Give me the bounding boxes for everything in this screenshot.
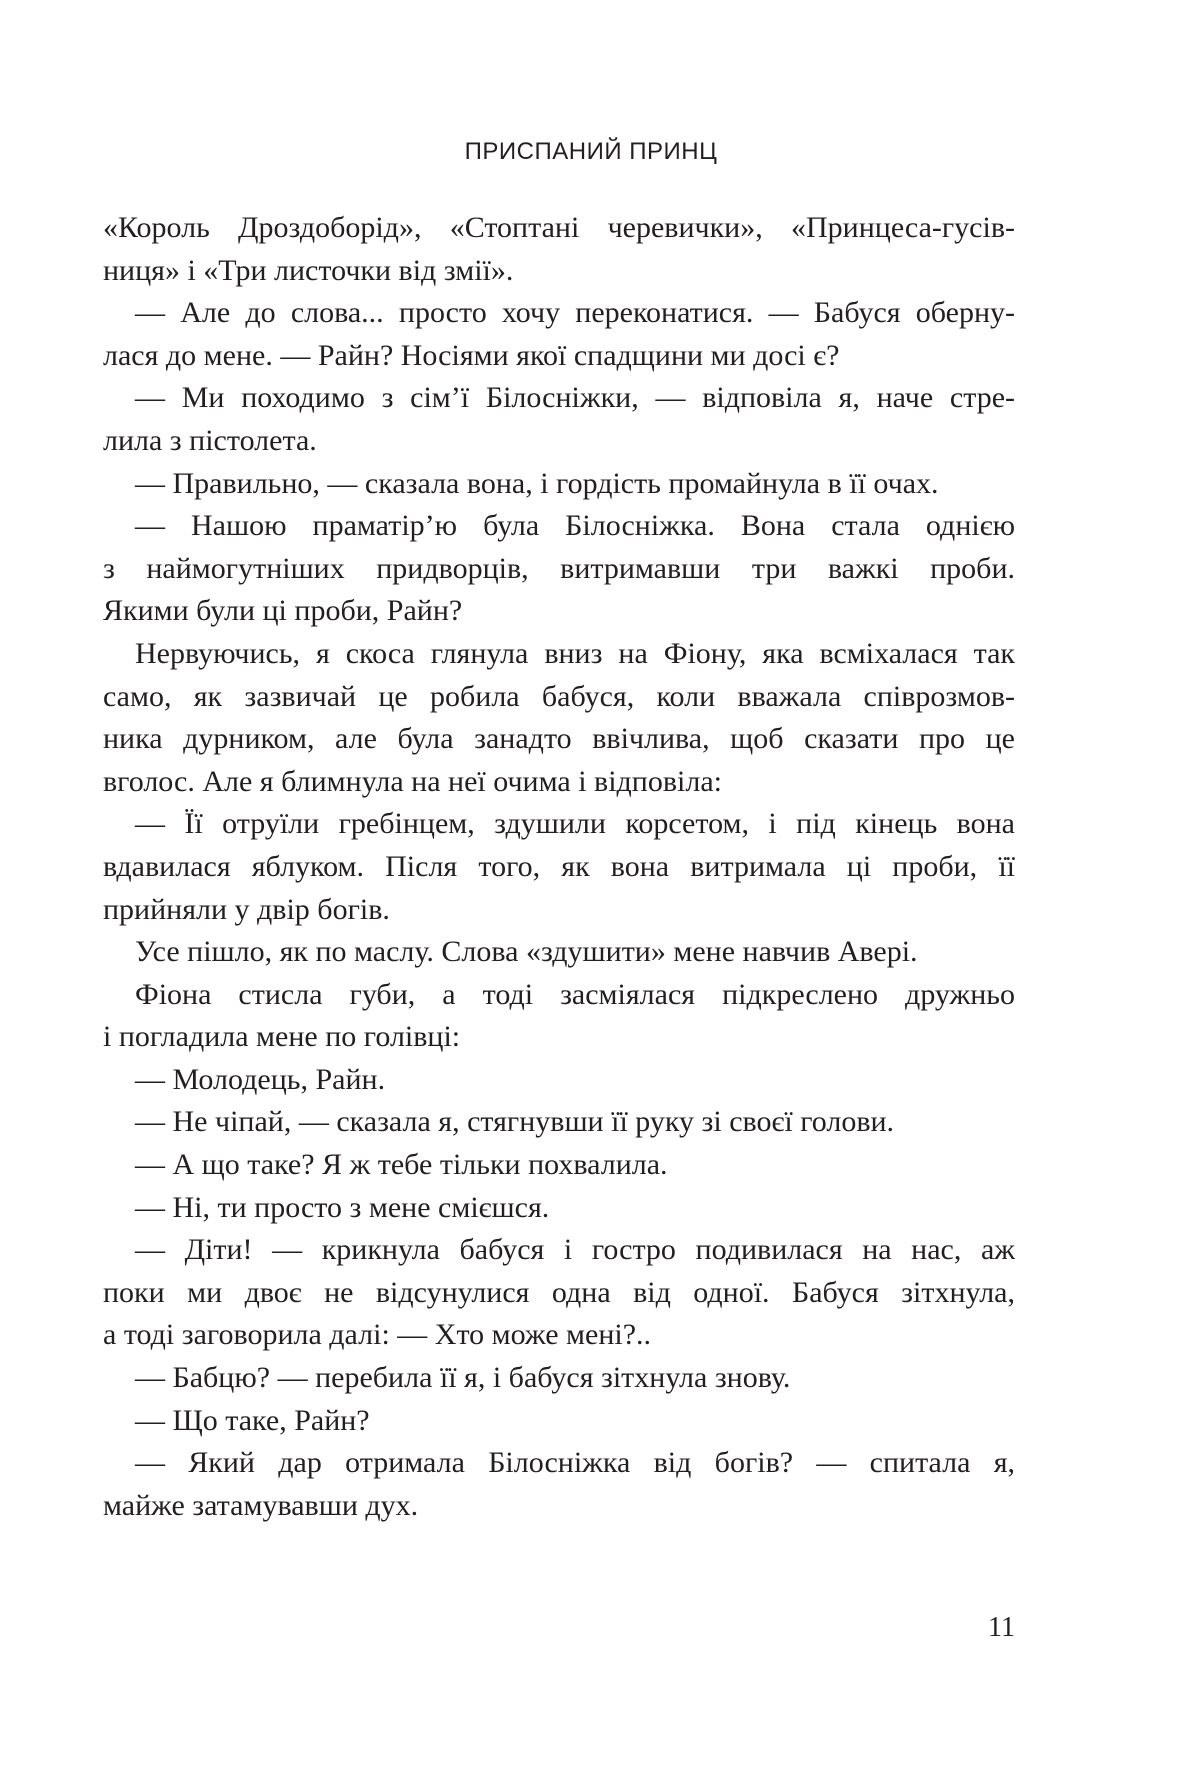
text-line: — Не чіпай, — сказала я, стягнувши її руку зі своєї голови.: [135, 1105, 895, 1139]
body-text: [103, 207, 1015, 1527]
text-line: Нервуючись, я скоса глянула вниз на Фіону, яка всміхалася так: [135, 636, 1015, 670]
text-line: Якими були ці проби, Райн?: [103, 594, 463, 628]
text-line: само, як зазвичай це робила бабуся, коли вважала співрозмов-: [103, 679, 1015, 713]
running-head: ПРИСПАНИЙ ПРИНЦ: [464, 138, 718, 165]
text-line: ниця» і «Три листочки від змії».: [103, 253, 514, 287]
text-line: вдавилася яблуком. Після того, як вона витримала ці проби, її: [103, 849, 1015, 883]
text-line: Усе пішло, як по маслу. Слова «здушити» мене навчив Авері.: [135, 935, 918, 969]
text-line: прийняли у двір богів.: [103, 892, 390, 926]
text-line: — Правильно, — сказала вона, і гордість промайнула в її очах.: [135, 466, 939, 500]
text-line: з наймогутніших придворців, витримавши три важкі проби.: [103, 551, 1015, 585]
text-line: — Нашою праматір’ю була Білосніжка. Вона стала однією: [135, 509, 1015, 543]
text-line: — Ні, ти просто з мене смієшся.: [135, 1190, 550, 1224]
text-line: — Діти! — крикнула бабуся і гостро подивилася на нас, аж: [135, 1233, 1015, 1267]
text-line: Фіона стисла губи, а тоді засміялася підкреслено дружньо: [135, 977, 1015, 1011]
text-line: — Її отруїли гребінцем, здушили корсетом, і під кінець вона: [135, 807, 1015, 841]
text-line: ника дурником, але була занадто ввічлива, щоб сказати про це: [103, 722, 1015, 756]
text-line: — Ми походимо з сім’ї Білосніжки, — відповіла я, наче стре-: [135, 381, 1015, 415]
text-line: — Що таке, Райн?: [135, 1403, 370, 1437]
text-line: — А що таке? Я ж тебе тільки похвалила.: [135, 1148, 668, 1182]
text-line: «Король Дроздоборід», «Стоптані черевички», «Принцеса-гусів-: [103, 211, 1015, 244]
text-line: лася до мене. — Райн? Носіями якої спадщини ми досі є?: [103, 338, 840, 372]
page-number: 11: [988, 1612, 1015, 1643]
text-line: — Який дар отримала Білосніжка від богів? — спитала я,: [135, 1446, 1015, 1480]
text-line: поки ми двоє не відсунулися одна від одної. Бабуся зітхнула,: [103, 1275, 1015, 1309]
text-line: і погладила мене по голівці:: [103, 1020, 461, 1054]
text-line: — Бабцю? — перебила її я, і бабуся зітхнула знову.: [135, 1361, 791, 1395]
text-line: вголос. Але я блимнула на неї очима і відповіла:: [103, 764, 722, 798]
text-line: — Молодець, Райн.: [135, 1062, 386, 1096]
text-line: лила з пістолета.: [103, 423, 317, 457]
text-line: а тоді заговорила далі: — Хто може мені?..: [103, 1318, 652, 1352]
text-line: майже затамувавши дух.: [103, 1488, 419, 1522]
text-line: — Але до слова... просто хочу переконатися. — Бабуся оберну-: [135, 296, 1015, 330]
